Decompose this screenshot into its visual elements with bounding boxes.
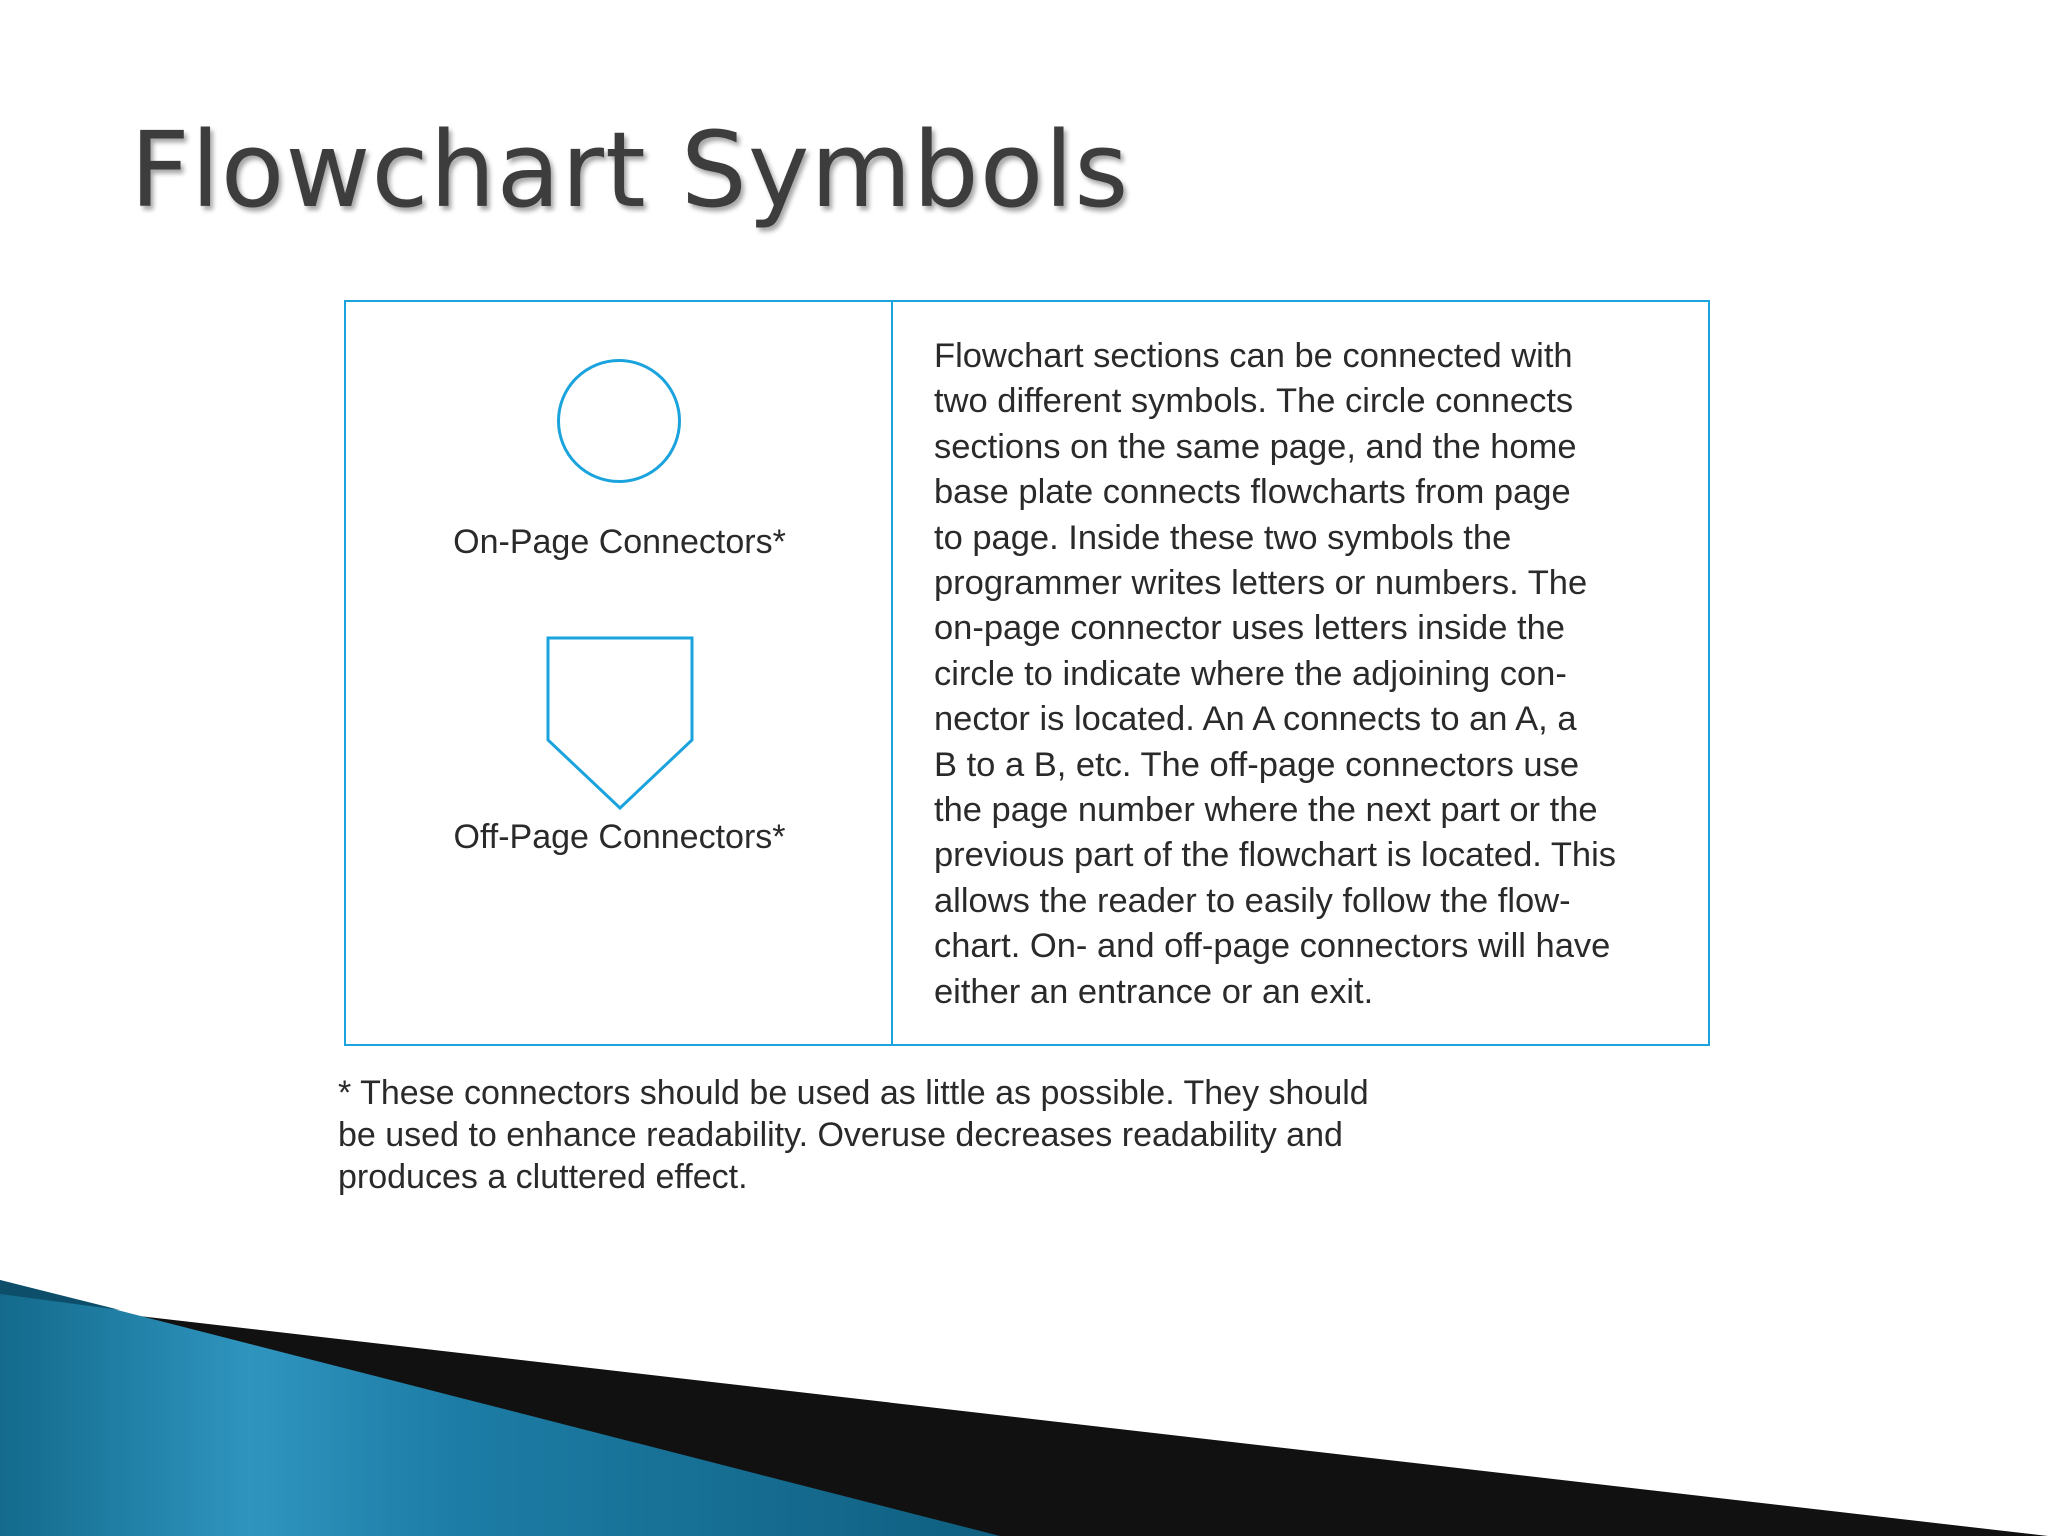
description-line: nector is located. An A connects to an A, a — [934, 700, 1577, 739]
description-line: chart. On- and off-page connectors will have — [934, 927, 1611, 966]
footnote-line: produces a cluttered effect. — [338, 1158, 748, 1196]
description-cell — [893, 302, 1708, 1044]
footnote — [338, 1072, 1369, 1198]
description-line: allows the reader to easily follow the flow- — [934, 881, 1571, 920]
description-line: to page. Inside these two symbols the — [934, 518, 1512, 557]
symbol-cell — [346, 302, 893, 1044]
description-text — [934, 334, 1684, 1015]
footnote-line: be used to enhance readability. Overuse decreases readability and — [338, 1116, 1343, 1154]
description-line: two different symbols. The circle connects — [934, 382, 1574, 421]
description-line: base plate connects flowcharts from page — [934, 473, 1571, 512]
footnote-line: * These connectors should be used as little as possible. They should — [338, 1074, 1369, 1112]
description-line: previous part of the flowchart is located. This — [934, 836, 1617, 875]
description-line: the page number where the next part or the — [934, 791, 1598, 830]
description-line: sections on the same page, and the home — [934, 427, 1577, 466]
description-line: programmer writes letters or numbers. The — [934, 564, 1588, 603]
description-line: on-page connector uses letters inside the — [934, 609, 1565, 648]
on-page-connector-label: On-Page Connectors* — [453, 523, 786, 561]
description-line: B to a B, etc. The off-page connectors use — [934, 745, 1580, 784]
slide-title: Flowchart Symbols — [130, 109, 1130, 231]
off-page-connector-pentagon-icon — [546, 636, 694, 812]
off-page-connector-label: Off-Page Connectors* — [453, 818, 786, 856]
description-line: Flowchart sections can be connected with — [934, 337, 1573, 375]
decorative-swoosh — [0, 1280, 2048, 1536]
symbol-table — [344, 300, 1710, 1046]
description-line: either an entrance or an exit. — [934, 972, 1374, 1011]
description-line: circle to indicate where the adjoining con- — [934, 654, 1567, 693]
on-page-connector-circle-icon — [557, 359, 681, 483]
